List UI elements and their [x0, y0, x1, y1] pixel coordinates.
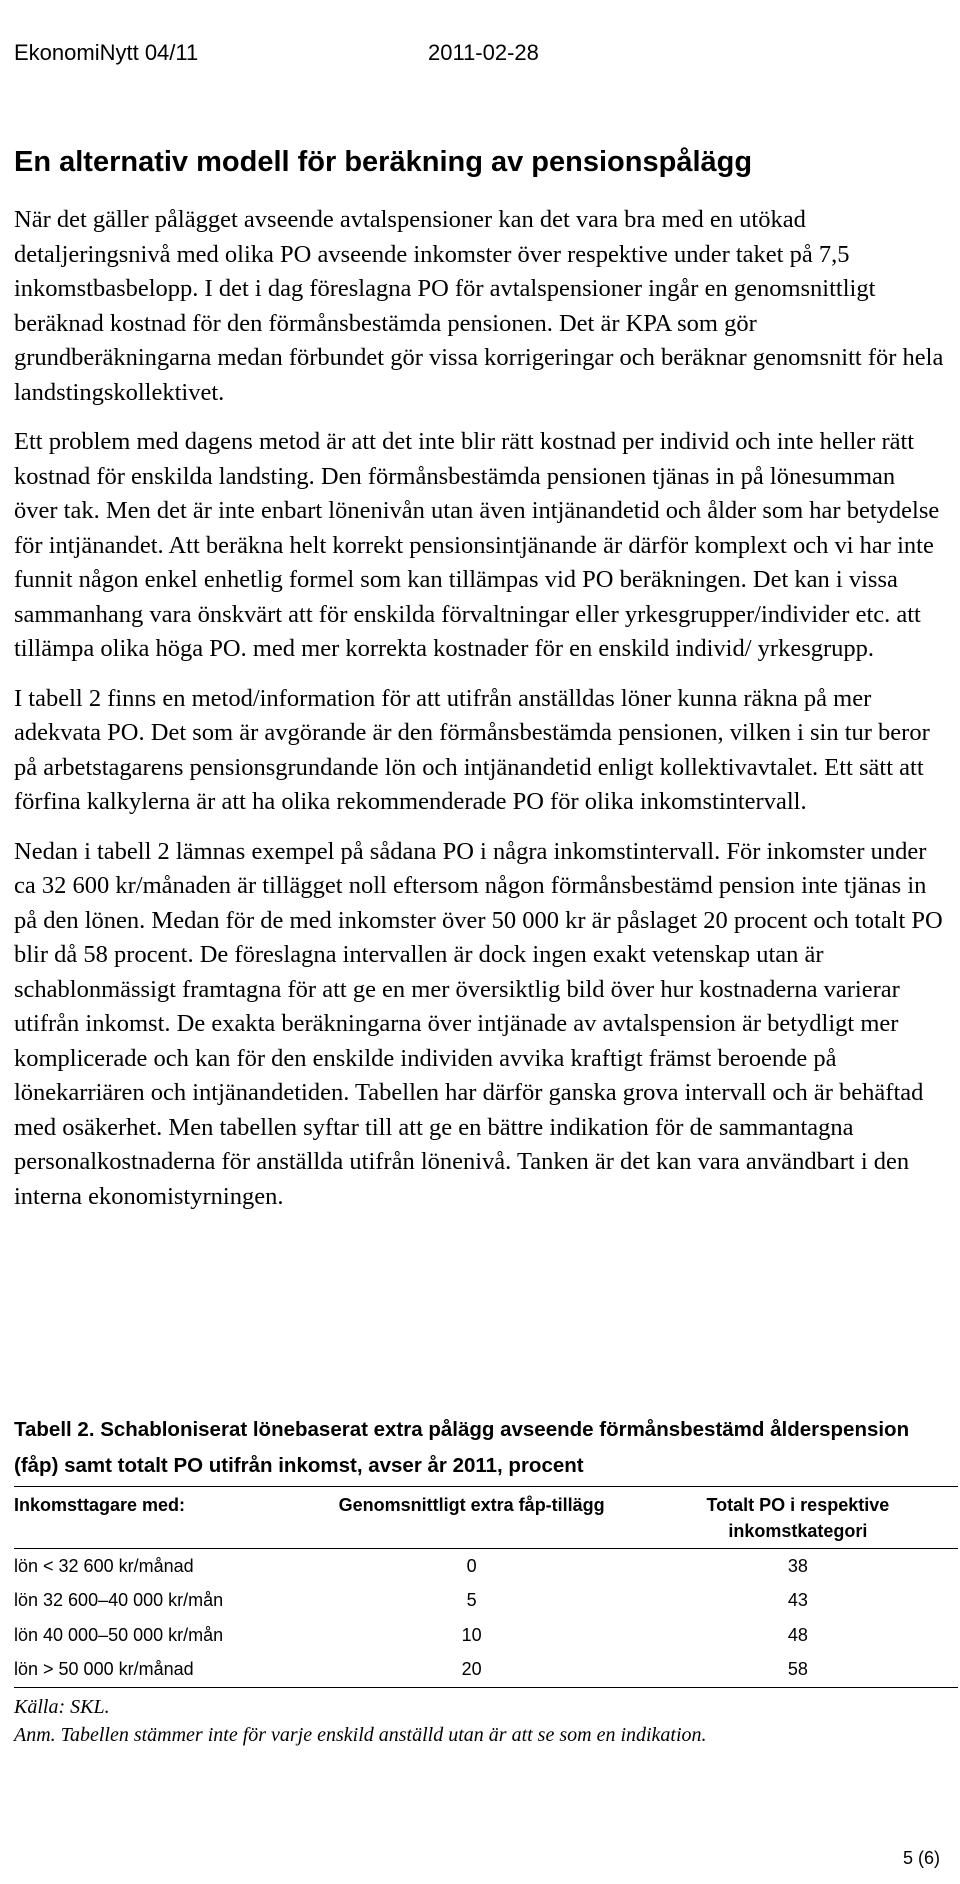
- cell-total-po: 48: [787, 1624, 808, 1645]
- paragraph-4: Nedan i tabell 2 lämnas exempel på sådana PO i några inkomstintervall. För inkomster under ca 32 600 kr/månaden är tillägget noll eftersom någon förmånsbestämd pension inte tjänas in på den lönen. Medan för de med inkomster över 50 000 kr är påslaget 20 procent och totalt PO blir då 58 procent. De föreslagna intervallen är dock ingen exakt vetenskap utan är schablonmässigt framtagna för att ge en mer översiktlig bild över hur kostnaderna varierar utifrån inkomst. De exakta beräkningarna över intjänade av avtalspension är betydligt mer komplicerade och kan för den enskilde individen avvika kraftigt främst beroende på lönekarriären och intjänandetiden. Tabellen har därför ganska grova intervall och är behäftad med osäkerhet. Men tabellen syftar till att ge en bättre indikation för de sammantagna personalkostnaderna för anställda utifrån lönenivå. Tanken är det kan vara användbart i den interna ekonomistyrningen.: [14, 837, 943, 1210]
- cell-extra-fap: 10: [461, 1624, 482, 1645]
- table-row: [14, 1584, 958, 1619]
- cell-income: lön 32 600–40 000 kr/mån: [14, 1590, 224, 1611]
- table-row: [14, 1653, 958, 1688]
- cell-extra-fap: 0: [466, 1555, 477, 1576]
- paragraph-3: I tabell 2 finns en metod/information för att utifrån anställdas löner kunna räkna på mer adekvata PO. Det som är avgörande är den förmånsbestämda pensionen, vilken i sin tur beror på arbetstagarens pensionsgrundande lön och intjänandetid enligt kollektivavtalet. Ett sätt att förfina kalkylerna är att ha olika rekommenderade PO för olika inkomstintervall.: [14, 684, 930, 815]
- cell-total-po: 38: [787, 1555, 808, 1576]
- column-header-income: Inkomsttagare med:: [14, 1487, 306, 1549]
- table-source: Källa: SKL.: [14, 1696, 110, 1718]
- table-notes: [14, 1693, 707, 1749]
- income-po-table: [14, 1486, 958, 1688]
- table-row: [14, 1549, 958, 1584]
- publication-name: EkonomiNytt 04/11: [14, 40, 199, 65]
- column-header-total-po: Totalt PO i respektive inkomstkategori: [638, 1487, 958, 1549]
- cell-total-po: 58: [638, 1653, 958, 1688]
- article-body: [14, 203, 944, 1229]
- table-row: [14, 1618, 958, 1653]
- cell-extra-fap: 5: [466, 1590, 477, 1611]
- cell-income: lön < 32 600 kr/månad: [14, 1555, 194, 1576]
- cell-income: lön > 50 000 kr/månad: [14, 1653, 306, 1688]
- table-header-row: [14, 1487, 958, 1549]
- page-number: 5 (6): [902, 1848, 940, 1868]
- publication-date: 2011-02-28: [428, 40, 539, 65]
- column-header-extra-fap: Genomsnittligt extra fåp-tillägg: [306, 1487, 638, 1549]
- paragraph-2: Ett problem med dagens metod är att det inte blir rätt kostnad per individ och inte heller rätt kostnad för enskilda landsting. Den förmånsbestämda pensionen tjänas in på lönesumman över tak. Men det är inte enbart lönenivån utan även intjänandetid och ålder som har betydelse för intjänandet. Att beräkna helt korrekt pensionsintjänande är därför komplext och vi har inte funnit någon enkel enhetlig formel som kan tillämpas vid PO beräkningen. Det kan i vissa sammanhang vara önskvärt att för enskilda förvaltningar eller yrkesgrupper/individer etc. att tillämpa olika höga PO. med mer korrekta kostnader för en enskild individ/ yrkesgrupp.: [14, 428, 940, 662]
- cell-extra-fap: 20: [306, 1653, 638, 1688]
- table-note: Anm. Tabellen stämmer inte för varje enskild anställd utan är att se som en indikation.: [14, 1724, 707, 1746]
- cell-income: lön 40 000–50 000 kr/mån: [14, 1624, 224, 1645]
- paragraph-1: När det gäller pålägget avseende avtalspensioner kan det vara bra med en utökad detaljeringsnivå med olika PO avseende inkomster över respektive under taket på 7,5 inkomstbasbelopp. I det i dag föreslagna PO för avtalspensioner ingår en genomsnittligt beräknad kostnad för den förmånsbestämda pensionen. Det är KPA som gör grundberäkningarna medan förbundet gör vissa korrigeringar och beräknar genomsnitt för hela landstingskollektivet.: [14, 206, 944, 406]
- cell-total-po: 43: [787, 1590, 808, 1611]
- table-caption: Tabell 2. Schabloniserat lönebaserat extra pålägg avseende förmånsbestämd ålderspension (fåp) samt totalt PO utifrån inkomst, avser år 2011, procent: [14, 1418, 910, 1477]
- article-title: En alternativ modell för beräkning av pensionspålägg: [14, 146, 753, 178]
